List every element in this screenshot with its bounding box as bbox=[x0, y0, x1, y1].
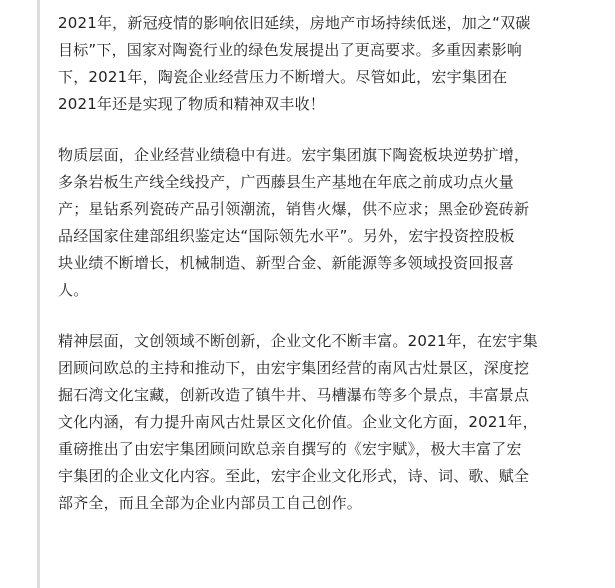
paragraph-line: 精神层面，文创领域不断创新，企业文化不断丰富。2021年，在宏宇集 bbox=[58, 332, 538, 350]
paragraph-1 bbox=[58, 10, 598, 118]
paragraph-line: 目标”下，国家对陶瓷行业的绿色发展提出了更高要求。多重因素影响 bbox=[58, 41, 522, 59]
paragraph-2 bbox=[58, 142, 598, 304]
paragraph-line: 2021年，新冠疫情的影响依旧延续，房地产市场持续低迷，加之“双碳 bbox=[58, 14, 531, 32]
blockquote-border bbox=[37, 0, 40, 588]
paragraph-line: 下，2021年，陶瓷企业经营压力不断增大。尽管如此，宏宇集团在 bbox=[58, 68, 508, 86]
paragraph-line: 多条岩板生产线全线投产，广西藤县生产基地在年底之前成功点火量 bbox=[58, 173, 515, 191]
paragraph-line: 产；星钻系列瓷砖产品引领潮流，销售火爆，供不应求；黑金砂瓷砖新 bbox=[58, 200, 530, 218]
paragraph-line: 团顾问欧总的主持和推动下，由宏宇集团经营的南风古灶景区，深度挖 bbox=[58, 359, 530, 377]
paragraph-line: 重磅推出了由宏宇集团顾问欧总亲自撰写的《宏宇赋》，极大丰富了宏 bbox=[58, 440, 522, 458]
paragraph-line: 2021年还是实现了物质和精神双丰收！ bbox=[58, 95, 325, 113]
paragraph-line: 部齐全，而且全部为企业内部员工自己创作。 bbox=[58, 494, 363, 512]
paragraph-line: 块业绩不断增长，机械制造、新型合金、新能源等多领域投资回报喜 bbox=[58, 254, 515, 272]
paragraph-3 bbox=[58, 328, 598, 517]
article-body bbox=[58, 10, 598, 540]
paragraph-line: 人。 bbox=[58, 281, 89, 299]
paragraph-line: 宇集团的企业文化内容。至此，宏宇企业文化形式，诗、词、歌、赋全 bbox=[58, 467, 530, 485]
paragraph-line: 物质层面，企业经营业绩稳中有进。宏宇集团旗下陶瓷板块逆势扩增， bbox=[58, 146, 530, 164]
paragraph-line: 文化内涵，有力提升南风古灶景区文化价值。企业文化方面，2021年， bbox=[58, 413, 538, 431]
paragraph-line: 掘石湾文化宝藏，创新改造了镇牛井、马槽瀑布等多个景点，丰富景点 bbox=[58, 386, 530, 404]
paragraph-line: 品经国家住建部组织鉴定达“国际领先水平”。另外，宏宇投资控股板 bbox=[58, 227, 515, 245]
